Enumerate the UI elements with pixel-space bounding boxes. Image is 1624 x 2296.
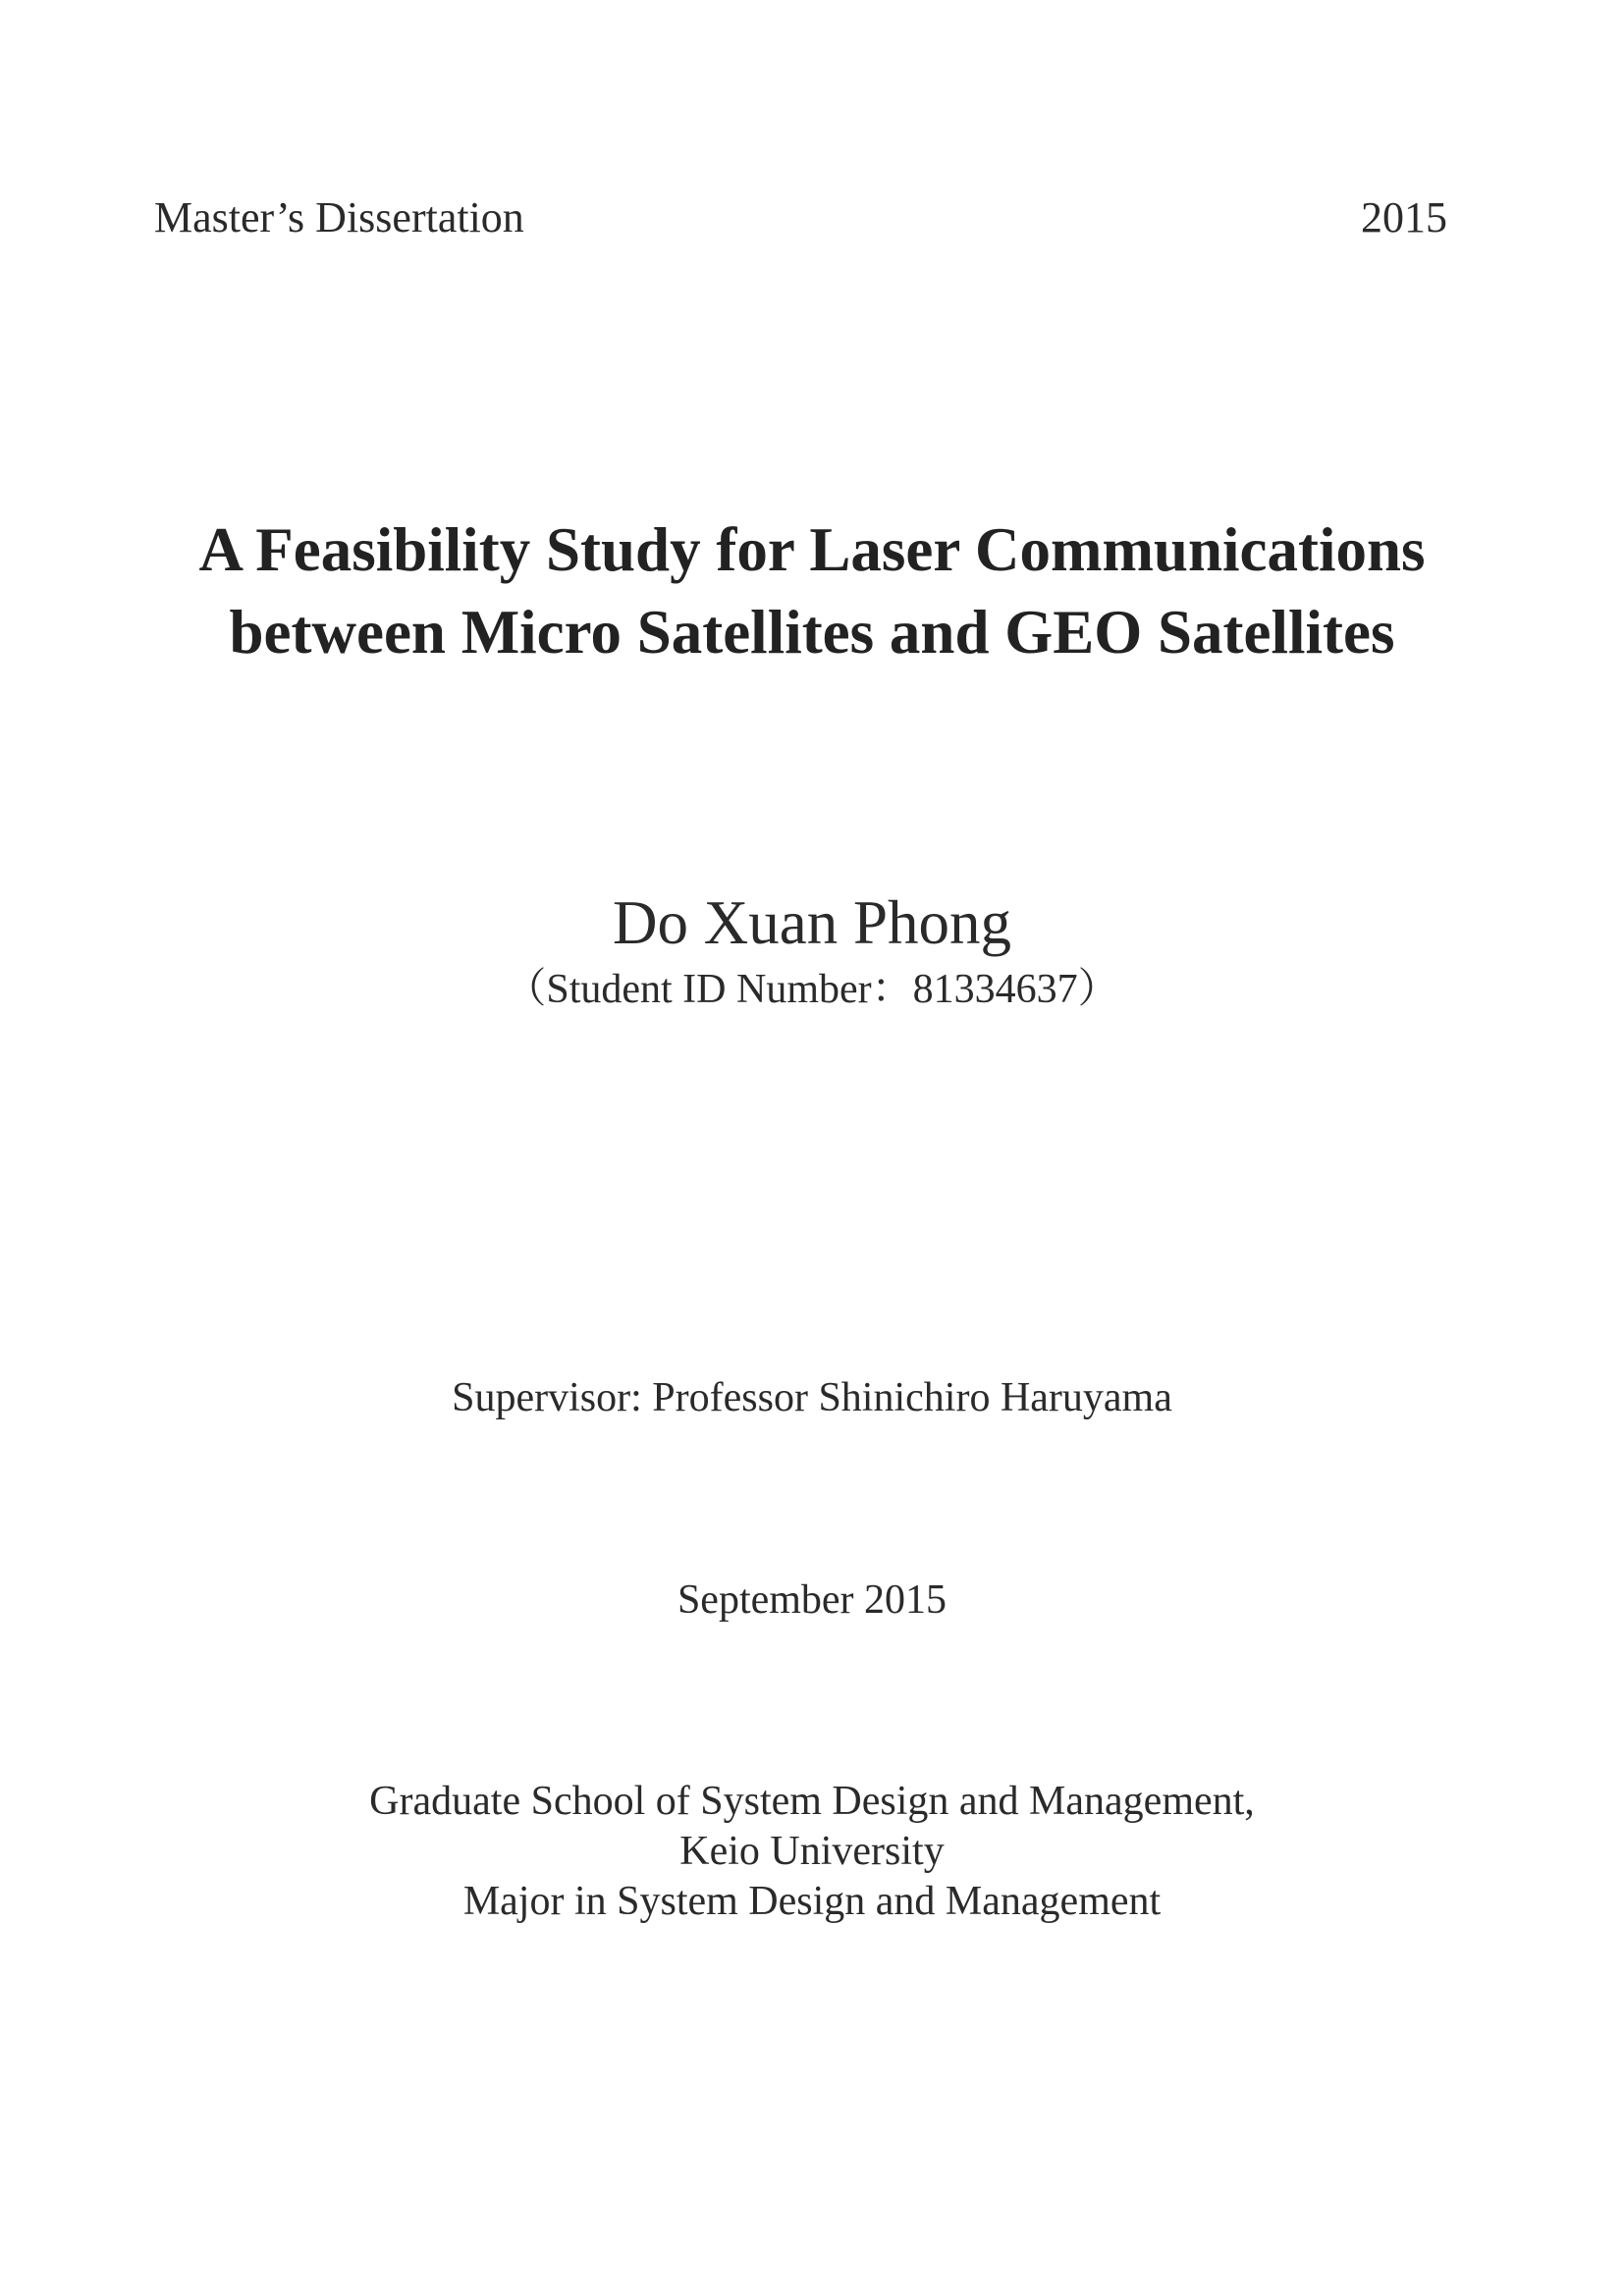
affiliation xyxy=(0,1777,1624,1927)
supervisor: Supervisor: Professor Shinichiro Haruyama xyxy=(452,1375,1172,1420)
affiliation-line-3: Major in System Design and Management xyxy=(462,1879,1162,1924)
dissertation-title xyxy=(0,508,1624,673)
submission-date: September 2015 xyxy=(677,1577,947,1623)
affiliation-line-1: Graduate School of System Design and Management, xyxy=(369,1779,1255,1824)
affiliation-line-2: Keio University xyxy=(679,1829,945,1874)
header-year: 2015 xyxy=(1361,193,1447,241)
document-type: Master’s Dissertation xyxy=(154,193,524,241)
title-line-1: A Feasibility Study for Laser Communications xyxy=(198,515,1426,584)
student-id: （Student ID Number：81334637） xyxy=(505,967,1119,1012)
title-line-2: between Micro Satellites and GEO Satellites xyxy=(229,598,1395,667)
author-name: Do Xuan Phong xyxy=(613,888,1011,957)
